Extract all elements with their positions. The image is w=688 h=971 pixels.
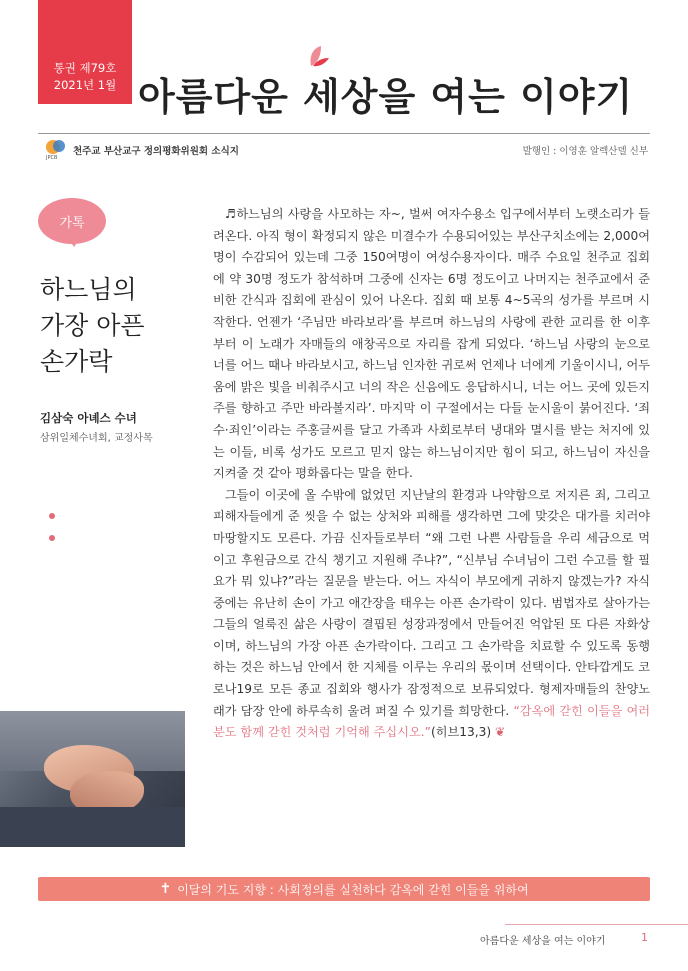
footer-title: 아름다운 세상을 여는 이야기 bbox=[480, 936, 606, 947]
paragraph-text: 그들이 이곳에 올 수밖에 없었던 지난날의 환경과 나약함으로 저지른 죄, 그리고 피해자들에게 준 씻을 수 없는 상처와 피해를 생각하면 그에 맞갖은 대가를 치러야 마땅할지도 모른다. 가끔 신자들로부터 “왜 그런 나쁜 사람들을 우리 세금으로 먹이고 후원금으로 간식 챙기고 지원해 주냐?”, “신부님 수녀님이 그런 수고를 할 필요가 뭐 있냐?”라는 질문을 받는다. 어느 자식이 부모에게 귀하지 않겠는가? 자식 중에는 유난히 손이 가고 애간장을 태우는 아픈 손가락이 있다. 범법자로 살아가는 그들의 얼룩진 삶은 사랑이 결핍된 성장과정에서 만들어진 억압된 또 다른 자화상이며, 하느님의 가장 아픈 손가락이다. 그리고 그 손가락을 치료할 수 있도록 동행하는 것은 하느님 안에서 한 지체를 이루는 우리의 몫이며 선택이다. 안타깝게도 코로나19로 모든 종교 집회와 행사가 잠정적으로 보류되었다. 형제자매들의 찬양노래가 담장 안에 하루속히 울려 퍼질 수 있기를 희망한다. bbox=[213, 487, 650, 718]
paragraph bbox=[213, 485, 650, 744]
decor-dot bbox=[49, 513, 55, 519]
citation: (히브13,3) bbox=[430, 725, 492, 740]
clasped-hands-photo bbox=[0, 711, 185, 847]
article-title-line: 하느님의 bbox=[40, 275, 137, 304]
newsletter-title: 아름다운 세상을 여는 이야기 bbox=[138, 74, 634, 119]
leaf-ornament-icon: ❦ bbox=[495, 725, 506, 740]
category-bubble-tail bbox=[68, 238, 80, 247]
prayer-intention-banner bbox=[38, 877, 650, 901]
footer-divider bbox=[505, 924, 688, 925]
bible-quote: “감옥에 갇힌 이들을 여러분도 함께 갇힌 것처럼 기억해 주십시오.” bbox=[213, 703, 651, 740]
category-label: 가톡 bbox=[59, 215, 85, 231]
issue-box bbox=[38, 0, 132, 104]
author-affiliation: 삼위일체수녀회, 교정사목 bbox=[40, 433, 153, 444]
paragraph: ♬하느님의 사랑을 사모하는 자~, 벌써 여자수용소 입구에서부터 노랫소리가 들려온다. 아직 형이 확정되지 않은 미결수가 수용되어있는 부산구치소에는 2,000여명이 수감되어 있는데 그중 150여명이 여성수용자이다. 매주 수요일 천주교 집회에 약 30명 정도가 참석하며 그중에 신자는 6명 정도이고 나머지는 천주교에서 준비한 간식과 집회에 관심이 있어 나온다. 집회 때 보통 4~5곡의 성가를 부르며 시작한다. 언젠가 ‘주님만 바라보라’를 부르며 하느님의 사랑에 관한 교리를 한 이후부터 이 노래가 자매들의 애창곡으로 자리를 잡게 되었다. ‘하느님 사랑의 눈으로 너를 어느 때나 바라보시고, 하느님 인자한 귀로써 언제나 너에게 기울이시니, 어두움에 밝은 빛을 비춰주시고 너의 작은 신음에도 응답하시니, 너는 어느 곳에 있든지 주를 향하고 주만 바라볼지라’. 마지막 이 구절에서는 다들 눈시울이 붉어진다. ‘죄수·죄인’이라는 주홍글씨를 달고 가족과 사회로부터 냉대와 멸시를 받는 처지에 있는 이들, 비록 성가도 모르고 믿지 않는 하느님이지만 힘이 되고, 하느님이 자신을 지켜줄 것 같아 평화롭다는 말을 한다. bbox=[213, 207, 650, 481]
article-title-line: 손가락 bbox=[40, 347, 113, 376]
article-title-line: 가장 아픈 bbox=[40, 311, 145, 340]
prayer-intention-label: 이달의 기도 지향 : 사회정의를 실천하다 감옥에 갇힌 이들을 위하여 bbox=[177, 882, 529, 897]
article-title bbox=[40, 272, 145, 380]
author-name: 김삼숙 아녜스 수녀 bbox=[40, 411, 137, 425]
article-body bbox=[213, 204, 650, 744]
jpcb-logo bbox=[44, 138, 68, 160]
issue-number: 통권 제79호 bbox=[53, 61, 117, 75]
header-divider bbox=[38, 133, 650, 134]
photo-lap bbox=[0, 807, 185, 847]
page-number: 1 bbox=[641, 931, 648, 944]
org-name: 천주교 부산교구 정의평화위원회 소식지 bbox=[73, 146, 239, 157]
issue-date: 2021년 1월 bbox=[53, 78, 117, 92]
cross-icon: ✝ bbox=[159, 881, 172, 897]
logo-text: JPCB bbox=[46, 155, 58, 160]
decor-dot bbox=[49, 535, 55, 541]
publisher: 발행인 : 이영훈 알렉산델 신부 bbox=[522, 146, 648, 157]
